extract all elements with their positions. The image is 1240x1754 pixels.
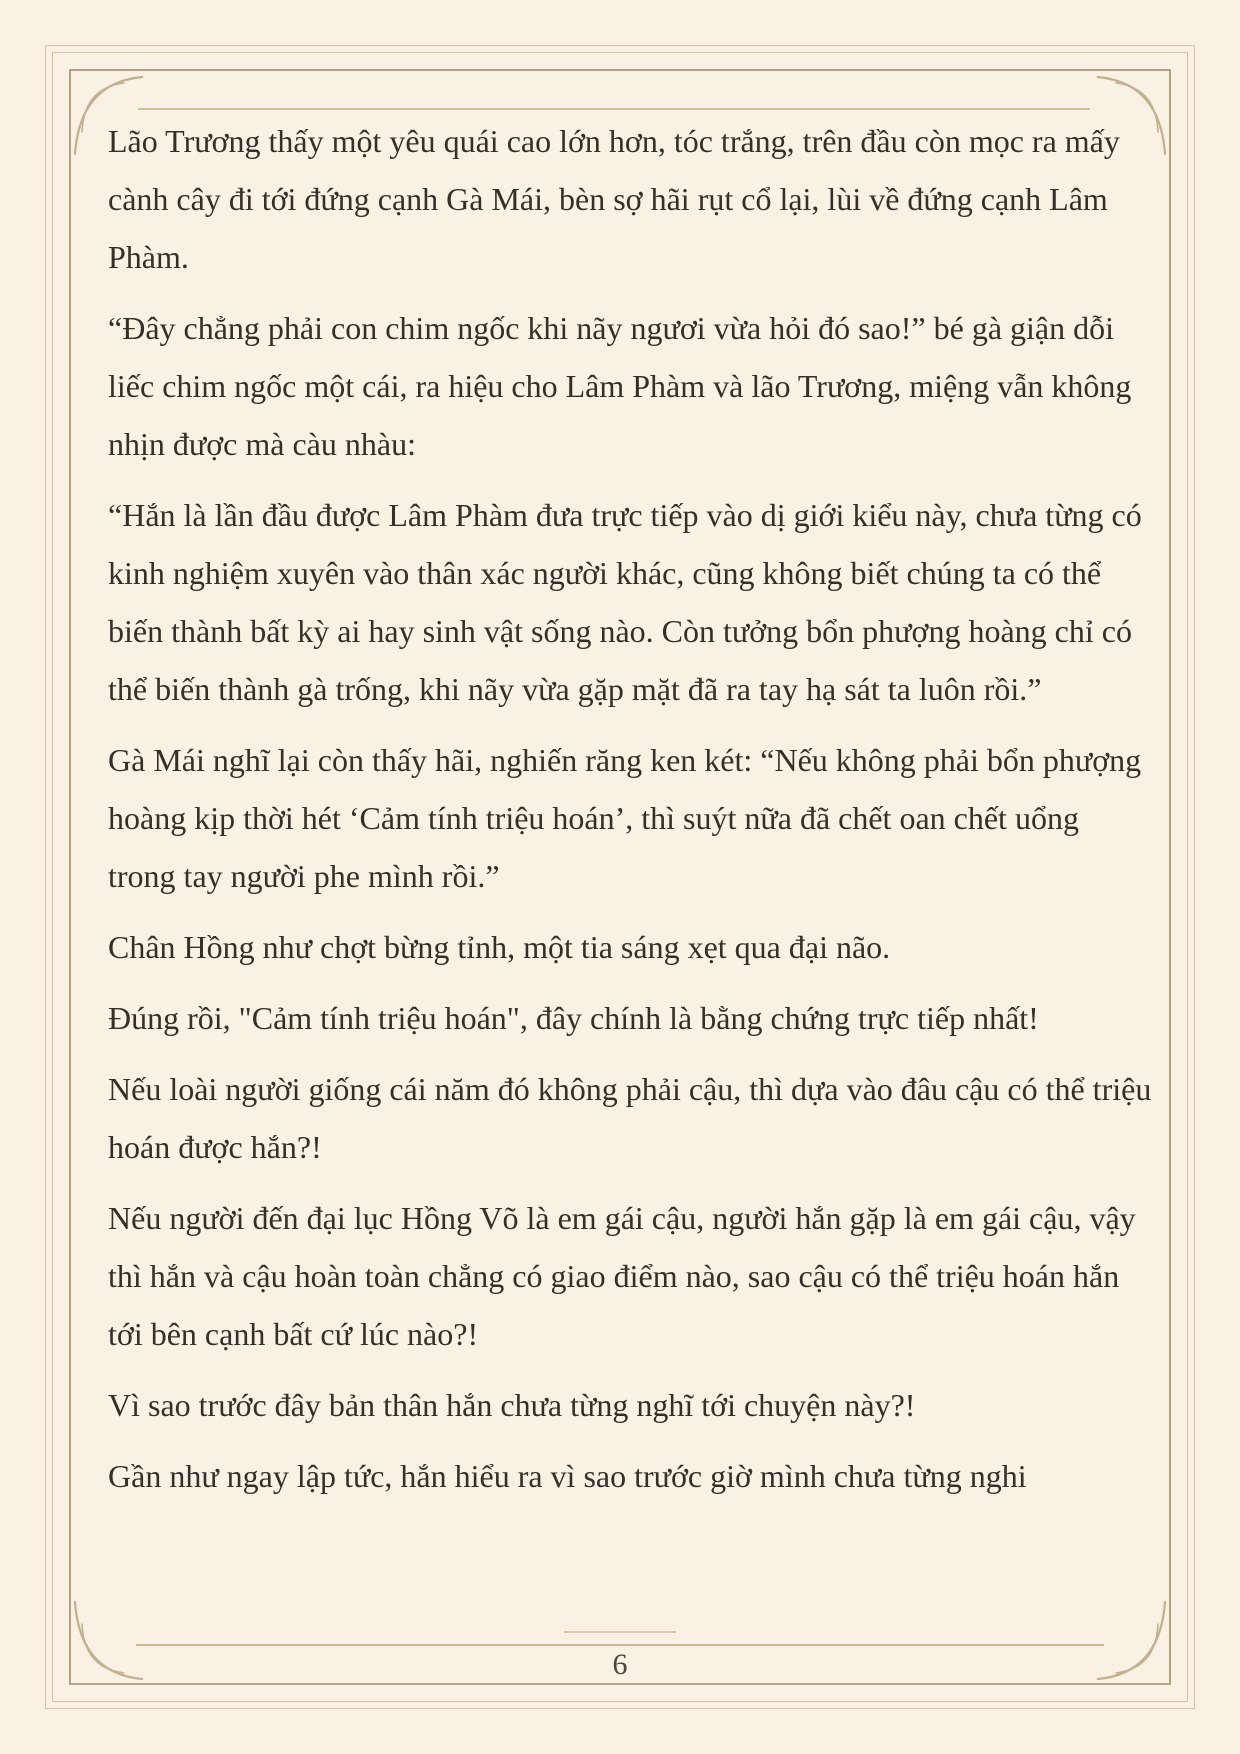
header-rule (138, 108, 1090, 110)
paragraph: Chân Hồng như chợt bừng tỉnh, một tia sáng xẹt qua đại não. (108, 929, 891, 965)
paragraph: Nếu loài người giống cái năm đó không phải cậu, thì dựa vào đâu cậu có thể triệu hoán được hắn?! (108, 1071, 1152, 1165)
page-number: 6 (612, 1648, 628, 1681)
footer (0, 1648, 1240, 1682)
paragraph: Lão Trương thấy một yêu quái cao lớn hơn, tóc trắng, trên đầu còn mọc ra mấy cành cây đi tới đứng cạnh Gà Mái, bèn sợ hãi rụt cổ lại, lùi về đứng cạnh Lâm Phàm. (108, 123, 1120, 275)
paragraph: “Đây chẳng phải con chim ngốc khi nãy ngươi vừa hỏi đó sao!” bé gà giận dỗi liếc chim ngốc một cái, ra hiệu cho Lâm Phàm và lão Trương, miệng vẫn không nhịn được mà càu nhàu: (108, 310, 1132, 462)
paragraph: Vì sao trước đây bản thân hắn chưa từng nghĩ tới chuyện này?! (108, 1387, 916, 1423)
paragraph: Đúng rồi, "Cảm tính triệu hoán", đây chính là bằng chứng trực tiếp nhất! (108, 1000, 1039, 1036)
paragraph: “Hắn là lần đầu được Lâm Phàm đưa trực tiếp vào dị giới kiểu này, chưa từng có kinh nghiệm xuyên vào thân xác người khác, cũng không biết chúng ta có thể biến thành bất kỳ ai hay sinh vật sống nào. Còn tưởng bổn phượng hoàng chỉ có thể biến thành gà trống, khi nãy vừa gặp mặt đã ra tay hạ sát ta luôn rồi.” (108, 497, 1142, 707)
paragraph: Gà Mái nghĩ lại còn thấy hãi, nghiến răng ken két: “Nếu không phải bổn phượng hoàng kịp thời hét ‘Cảm tính triệu hoán’, thì suýt nữa đã chết oan chết uổng trong tay người phe mình rồi.” (108, 742, 1142, 894)
page-text (108, 112, 1153, 1518)
paragraph: Gần như ngay lập tức, hắn hiểu ra vì sao trước giờ mình chưa từng nghi (108, 1458, 1027, 1494)
footer-rule (136, 1644, 1104, 1646)
footer-short-rule (564, 1631, 676, 1633)
paragraph: Nếu người đến đại lục Hồng Võ là em gái cậu, người hắn gặp là em gái cậu, vậy thì hắn và cậu hoàn toàn chẳng có giao điểm nào, sao cậu có thể triệu hoán hắn tới bên cạnh bất cứ lúc nào?! (108, 1200, 1136, 1352)
